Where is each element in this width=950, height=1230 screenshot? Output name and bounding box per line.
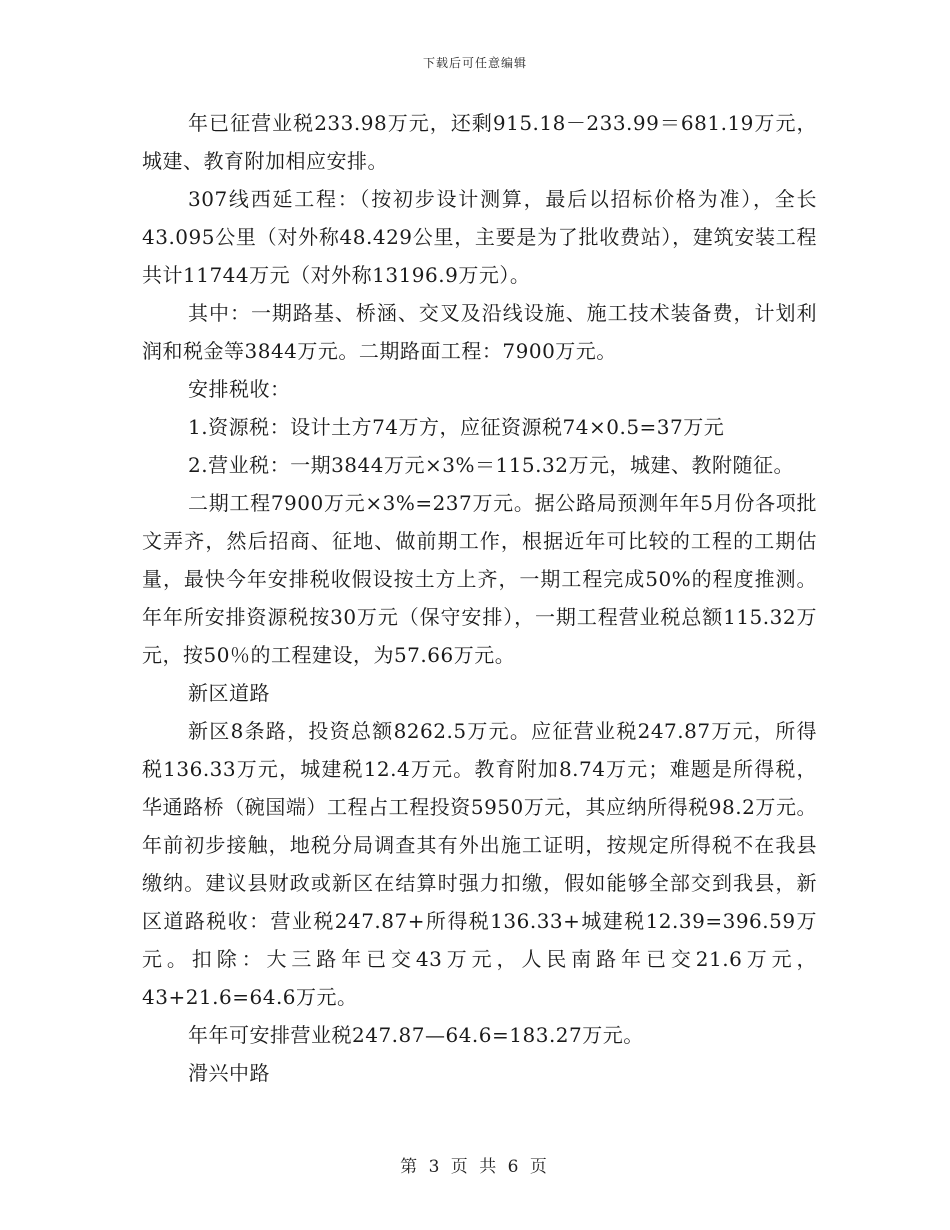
paragraph-arrangeable-business-tax: 年年可安排营业税247.87—64.6=183.27万元。 bbox=[188, 1023, 644, 1047]
document-body bbox=[142, 104, 817, 1092]
paragraph-route-307-extension: 307线西延工程：（按初步设计测算，最后以招标价格为准），全长43.095公里（对外称48.429公里，主要是为了批收费站），建筑安装工程共计11744万元（对外称13196.9万元）。 bbox=[142, 187, 817, 287]
paragraph-huaxing-road-heading: 滑兴中路 bbox=[188, 1061, 270, 1085]
page-header: 下载后可任意编辑 bbox=[422, 56, 527, 70]
paragraph-phase-costs: 其中：一期路基、桥涵、交叉及沿线设施、施工技术装备费，计划利润和税金等3844万元。二期路面工程：7900万元。 bbox=[142, 301, 817, 363]
paragraph-resource-tax: 1.资源税：设计土方74万方，应征资源税74×0.5=37万元 bbox=[188, 415, 725, 439]
paragraph-tax-arrangement-heading: 安排税收： bbox=[188, 377, 291, 401]
paragraph-new-district-roads: 新区8条路，投资总额8262.5万元。应征营业税247.87万元，所得税136.33万元，城建税12.4万元。教育附加8.74万元；难题是所得税，华通路桥（碗国端）工程占工程投资5950万元，其应纳所得税98.2万元。年前初步接触，地税分局调查其有外出施工证明，按规定所得税不在我县缴纳。建议县财政或新区在结算时强力扣缴，假如能够全部交到我县，新区道路税收：营业税247.87+所得税136.33+城建税12.39=396.59万元。扣除：大三路年已交43万元，人民南路年已交21.6万元，43+21.6=64.6万元。 bbox=[142, 719, 817, 1009]
paragraph-new-district-roads-heading: 新区道路 bbox=[188, 681, 270, 705]
page-number-footer: 第 3 页 共 6 页 bbox=[400, 1157, 550, 1177]
paragraph-business-tax: 2.营业税：一期3844万元×3%＝115.32万元，城建、教附随征。 bbox=[188, 453, 794, 477]
paragraph-phase-two: 二期工程7900万元×3%=237万元。据公路局预测年年5月份各项批文弄齐，然后招商、征地、做前期工作，根据近年可比较的工程的工期估量，最快今年安排税收假设按土方上齐，一期工程完成50%的程度推测。年年所安排资源税按30万元（保守安排），一期工程营业税总额115.32万元，按50％的工程建设，为57.66万元。 bbox=[142, 491, 817, 667]
paragraph-business-tax-collected: 年已征营业税233.98万元，还剩915.18－233.99＝681.19万元，城建、教育附加相应安排。 bbox=[142, 111, 817, 173]
